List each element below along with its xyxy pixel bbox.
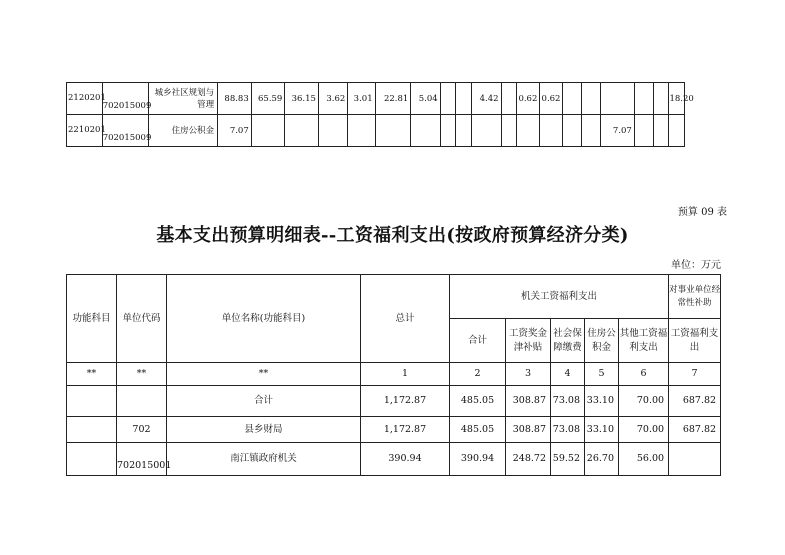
- value-cell: [517, 115, 540, 147]
- index-cell: **: [167, 363, 361, 386]
- value-cell: 18.20: [669, 83, 685, 115]
- table-row: [67, 386, 721, 417]
- housing-cell: 26.70: [585, 443, 619, 476]
- value-cell: 3.62: [318, 83, 347, 115]
- header-sub-total: 合计: [450, 319, 506, 363]
- unit-code-cell: 702015001: [117, 443, 167, 476]
- table-row: [67, 83, 720, 115]
- unit-code-cell: 702015009: [102, 115, 148, 147]
- value-cell: [653, 115, 669, 147]
- value-cell: [601, 83, 635, 115]
- value-cell: [472, 115, 501, 147]
- header-unit-name: 单位名称(功能科目): [167, 275, 361, 363]
- index-cell: **: [67, 363, 117, 386]
- continuation-table: [66, 82, 720, 147]
- total-cell: 390.94: [361, 443, 450, 476]
- name-cell: 住房公积金: [148, 115, 217, 147]
- table-row: [67, 417, 721, 443]
- wage-welfare-table: [66, 274, 721, 476]
- index-cell: 3: [506, 363, 551, 386]
- index-cell: 2: [450, 363, 506, 386]
- header-inst-wage: 工资福利支出: [669, 319, 721, 363]
- value-cell: 7.07: [601, 115, 635, 147]
- unit-name-cell: 合计: [167, 386, 361, 417]
- social-cell: 73.08: [551, 386, 585, 417]
- header-housing: 住房公积金: [585, 319, 619, 363]
- value-cell: [440, 115, 456, 147]
- wage-cell: 248.72: [506, 443, 551, 476]
- header-func: 功能科目: [67, 275, 117, 363]
- table-number: 预算 09 表: [677, 207, 727, 218]
- sub-total-cell: 390.94: [450, 443, 506, 476]
- header-social: 社会保障缴费: [551, 319, 585, 363]
- unit-name-cell: 南江镇政府机关: [167, 443, 361, 476]
- social-cell: 73.08: [551, 417, 585, 443]
- index-cell: 5: [585, 363, 619, 386]
- value-cell: [582, 115, 601, 147]
- header-wage: 工资奖金津补贴: [506, 319, 551, 363]
- wage-cell: 308.87: [506, 386, 551, 417]
- page-title: 基本支出预算明细表--工资福利支出(按政府预算经济分类): [156, 225, 629, 246]
- other-cell: 70.00: [619, 417, 669, 443]
- value-cell: 7.07: [218, 115, 252, 147]
- value-cell: 0.62: [540, 83, 563, 115]
- func-cell: [67, 386, 117, 417]
- value-cell: [540, 115, 563, 147]
- value-cell: [251, 115, 285, 147]
- index-cell: 4: [551, 363, 585, 386]
- value-cell: [440, 83, 456, 115]
- header-inst-group: 对事业单位经常性补助: [669, 275, 721, 319]
- other-cell: 56.00: [619, 443, 669, 476]
- sub-total-cell: 485.05: [450, 417, 506, 443]
- value-cell: [501, 83, 517, 115]
- header-unit-code: 单位代码: [117, 275, 167, 363]
- value-cell: [456, 115, 472, 147]
- total-cell: 1,172.87: [361, 417, 450, 443]
- value-cell: [348, 115, 375, 147]
- social-cell: 59.52: [551, 443, 585, 476]
- inst-wage-cell: [669, 443, 721, 476]
- value-cell: [669, 115, 685, 147]
- housing-cell: 33.10: [585, 417, 619, 443]
- table-row: [67, 115, 720, 147]
- unit-code-cell: 702: [117, 417, 167, 443]
- value-cell: [411, 115, 440, 147]
- index-cell: 1: [361, 363, 450, 386]
- total-cell: 1,172.87: [361, 386, 450, 417]
- header-group: 机关工资福利支出: [450, 275, 669, 319]
- value-cell: [563, 115, 582, 147]
- value-cell: [285, 115, 319, 147]
- value-cell: 88.83: [218, 83, 252, 115]
- wage-cell: 308.87: [506, 417, 551, 443]
- value-cell: [653, 83, 669, 115]
- unit-code-cell: 702015009: [102, 83, 148, 115]
- index-cell: **: [117, 363, 167, 386]
- value-cell: [375, 115, 411, 147]
- value-cell: [501, 115, 517, 147]
- func-code-cell: 2210201: [67, 115, 103, 147]
- header-total: 总计: [361, 275, 450, 363]
- unit-label: 单位：万元: [671, 260, 721, 271]
- housing-cell: 33.10: [585, 386, 619, 417]
- other-cell: 70.00: [619, 386, 669, 417]
- value-cell: 5.04: [411, 83, 440, 115]
- table-row: [67, 443, 721, 476]
- sub-total-cell: 485.05: [450, 386, 506, 417]
- value-cell: [634, 115, 653, 147]
- unit-name-cell: 县乡财局: [167, 417, 361, 443]
- index-row: [67, 363, 721, 386]
- value-cell: [582, 83, 601, 115]
- index-cell: 7: [669, 363, 721, 386]
- value-cell: 22.81: [375, 83, 411, 115]
- header-other: 其他工资福利支出: [619, 319, 669, 363]
- inst-wage-cell: 687.82: [669, 417, 721, 443]
- unit-code-cell: [117, 386, 167, 417]
- inst-wage-cell: 687.82: [669, 386, 721, 417]
- value-cell: 3.01: [348, 83, 375, 115]
- value-cell: [634, 83, 653, 115]
- value-cell: 65.59: [251, 83, 285, 115]
- name-cell: 城乡社区规划与管理: [148, 83, 217, 115]
- index-cell: 6: [619, 363, 669, 386]
- value-cell: 36.15: [285, 83, 319, 115]
- func-cell: [67, 417, 117, 443]
- value-cell: [456, 83, 472, 115]
- func-code-cell: 2120201: [67, 83, 103, 115]
- value-cell: [318, 115, 347, 147]
- value-cell: 0.62: [517, 83, 540, 115]
- func-cell: [67, 443, 117, 476]
- value-cell: [563, 83, 582, 115]
- value-cell: 4.42: [472, 83, 501, 115]
